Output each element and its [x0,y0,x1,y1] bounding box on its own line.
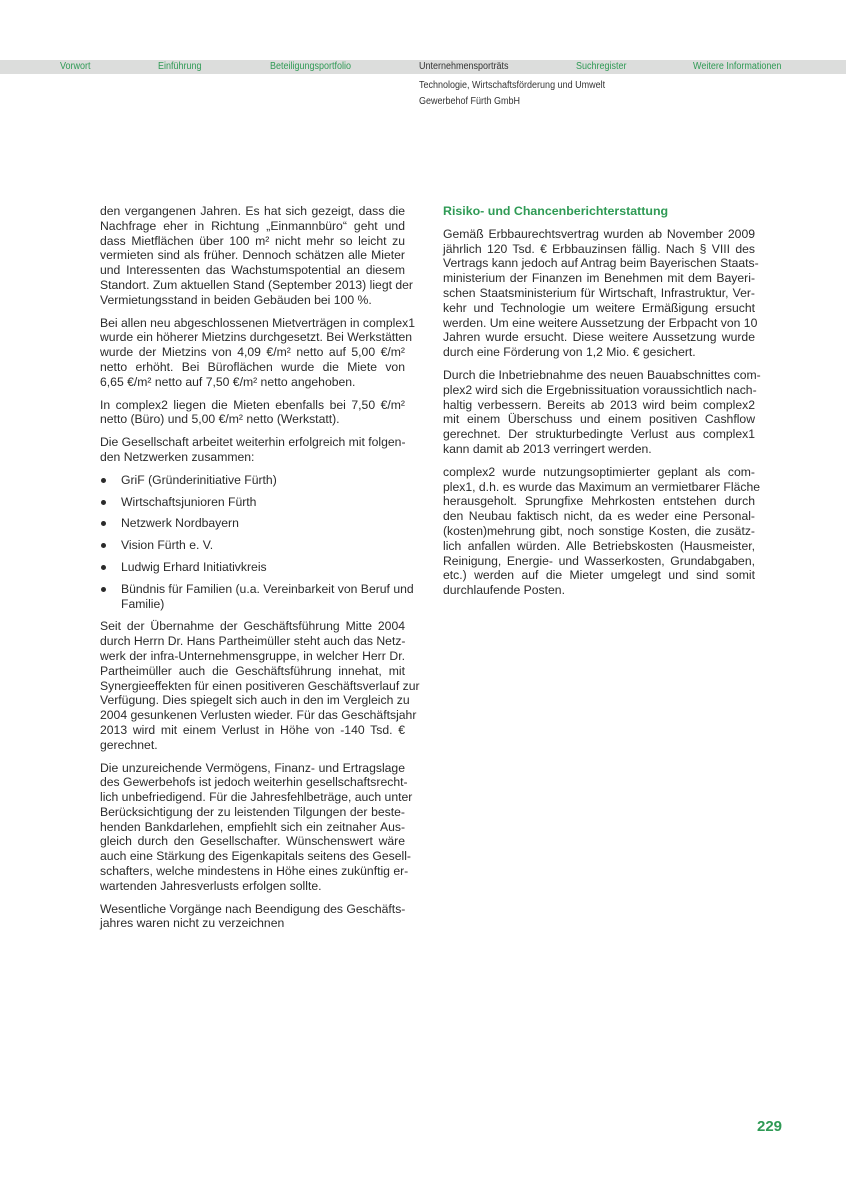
text-line: Jahren wurde ersucht. Diese weitere Aussetzung wurde [443,330,755,345]
bullet-icon [101,565,106,570]
bullet-icon [101,478,106,483]
section-heading: Risiko- und Chancenberichterstattung [443,204,669,218]
paragraph [100,760,413,894]
text-line: complex2 wurde nutzungsoptimierter geplant als com- [443,464,755,479]
text-line: Reinigung, Energie- und Wasserkosten, Grundabgaben, [443,553,755,568]
text-line: kehr und Technologie um weitere Ermäßigung ersucht [443,300,755,315]
text-line: Wirtschaftsjunioren Fürth [121,494,257,509]
text-line: plex2 wird sich die Ergebnissituation voraussichtlich nach- [443,382,757,397]
text-line: lich unbefriedigend. Für die Jahresfehlbeträge, auch unter [100,790,413,805]
breadcrumb-category: Technologie, Wirtschaftsförderung und Umwelt [419,80,606,91]
text-line: netto (Büro) und 5,00 €/m² netto (Werkstatt). [100,412,340,427]
nav-weitere-informationen[interactable]: Weitere Informationen [693,61,782,72]
nav-unternehmensportraets[interactable]: Unternehmensporträts [419,61,509,72]
text-line: Die unzureichende Vermögens, Finanz- und Ertragslage [100,760,405,775]
text-line: gerechnet. [100,737,158,752]
list-item [100,581,414,612]
text-line: Durch die Inbetriebnahme des neuen Bauabschnittes com- [443,367,761,382]
text-line: mit einem Überschuss und einem positiven Cashflow [443,412,755,427]
text-line: 2004 gesunkenen Verlusten wieder. Für das Geschäftsjahr [100,708,417,723]
text-line: wurde der Mietzins von 4,09 €/m² netto auf 5,00 €/m² [100,345,405,360]
text-line: des Gewerbehofs ist jedoch weiterhin gesellschaftsrecht- [100,775,408,790]
text-line: Nachfrage eher in Richtung „Einmannbüro“ geht und [100,218,405,233]
text-line: etc.) werden auf die Mieter umgelegt und sind somit [443,568,755,583]
left-column [100,204,420,939]
text-line: (kosten)mehrung gibt, noch sonstige Kosten, die zusätz- [443,523,755,538]
breadcrumb-company: Gewerbehof Fürth GmbH [419,96,521,107]
text-line: Vertrags kann jedoch auf Antrag beim Bayerischen Staats- [443,256,759,271]
paragraph [443,367,761,457]
text-line: Vermietungsstand in beiden Gebäuden bei 100 %. [100,292,372,307]
paragraph [100,619,420,752]
text-line: jahres waren nicht zu verzeichnen [100,916,285,931]
text-line: den Netzwerken zusammen: [100,449,255,464]
bullet-icon [101,543,106,548]
text-line: Die Gesellschaft arbeitet weiterhin erfolgreich mit folgen- [100,435,406,450]
bullet-icon [101,587,106,592]
nav-einfuehrung[interactable]: Einführung [158,61,202,72]
text-line: wurde ein höherer Mietzins durchgesetzt. Bei Werkstätten [100,330,413,345]
text-line: dass Mietflächen über 100 m² nicht mehr so leicht zu [100,233,405,248]
text-line: Partheimüller auch die Geschäftsführung innehat, mit [100,663,405,678]
text-line: schafters, welche mindestens in Höhe eines zukünftig er- [100,864,409,879]
text-line: jährlich 120 Tsd. € Erbbauzinsen fällig. Nach § VIII des [443,241,755,256]
text-line: In complex2 liegen die Mieten ebenfalls bei 7,50 €/m² [100,397,405,412]
page-number: 229 [757,1118,783,1135]
text-line: Ludwig Erhard Initiativkreis [121,559,267,574]
text-line: Wesentliche Vorgänge nach Beendigung des Geschäfts- [100,901,406,916]
top-navigation-bar [0,60,846,74]
text-line: Bei allen neu abgeschlossenen Mietverträgen in complex1 [100,315,416,330]
paragraph [100,204,413,308]
text-line: durchlaufende Posten. [443,583,565,598]
network-list [100,472,414,612]
text-line: und Interessenten das Wachstumspotential an diesem [100,263,405,278]
list-item [100,495,405,510]
right-column [443,204,761,606]
list-item [100,560,405,575]
text-line: henden Bankdarlehen, empfiehlt sich ein zeitnaher Aus- [100,819,405,834]
paragraph [443,464,761,598]
text-line: kann damit ab 2013 verringert werden. [443,441,652,456]
text-line: Netzwerk Nordbayern [121,516,239,531]
text-line: haltig verbessern. Bereits ab 2013 wird beim complex2 [443,397,755,412]
text-line: vermieten sind als früher. Dennoch schätzen alle Mieter [100,248,405,263]
text-line: schen Staatsministerium für Wirtschaft, Infrastruktur, Ver- [443,285,755,300]
text-line: Bündnis für Familien (u.a. Vereinbarkeit von Beruf und [121,581,414,596]
text-line: wartenden Jahresverlusts erfolgen sollte. [100,878,322,893]
list-item [100,473,405,488]
text-line: 2013 wird mit einem Verlust in Höhe von -140 Tsd. € [100,722,405,737]
text-line: gerechnet. Der strukturbedingte Verlust aus complex1 [443,427,755,442]
nav-vorwort[interactable]: Vorwort [60,61,91,72]
text-line: Verfügung. Dies spiegelt sich auch in den im Vergleich zu [100,693,410,708]
text-line: Standort. Zum aktuellen Stand (September 2013) liegt der [100,277,413,292]
left-paragraphs-before [100,204,416,465]
text-line: durch eine Förderung von 1,2 Mio. € gesichert. [443,345,696,360]
text-line: durch Herrn Dr. Hans Partheimüller steht auch das Netz- [100,634,406,649]
list-item [100,538,405,553]
text-line: 6,65 €/m² netto auf 7,50 €/m² netto angehoben. [100,374,356,389]
paragraph [100,435,405,465]
nav-suchregister[interactable]: Suchregister [576,61,627,72]
text-line: auch eine Stärkung des Eigenkapitals seitens des Gesell- [100,849,411,864]
text-line: plex1, d.h. es wurde das Maximum an vermietbarer Fläche [443,479,761,494]
text-line: GriF (Gründerinitiative Fürth) [121,472,277,487]
text-line: ministerium der Finanzen im Benehmen mit dem Bayeri- [443,271,755,286]
text-line: Vision Fürth e. V. [121,538,214,553]
text-line: Gemäß Erbbaurechtsvertrag wurden ab November 2009 [443,226,755,241]
text-line: den vergangenen Jahren. Es hat sich gezeigt, dass die [100,204,405,218]
bullet-icon [101,521,106,526]
text-line: den Neubau faktisch nicht, da es weder eine Personal- [443,509,755,524]
text-line: Synergieeffekten für einen positiveren Geschäftsverlauf zur [100,678,420,693]
text-line: Berücksichtigung der zu leistenden Tilgungen der beste- [100,804,405,819]
text-line: netto erhöht. Bei Büroflächen wurde die Miete von [100,359,405,374]
bullet-icon [101,500,106,505]
left-paragraphs-after [100,619,420,931]
paragraph [100,902,405,932]
text-line: gleich durch den Gesellschafter. Wünschenswert wäre [100,834,405,849]
text-line: Familie) [121,596,165,611]
paragraph [100,315,416,390]
nav-beteiligungsportfolio[interactable]: Beteiligungsportfolio [270,61,352,72]
text-line: werk der infra-Unternehmensgruppe, in welcher Herr Dr. [100,648,405,663]
right-paragraphs [443,226,761,598]
text-line: werden. Um eine weitere Aussetzung der Erbpacht von 10 [443,315,758,330]
paragraph [100,398,405,428]
text-line: herausgeholt. Sprungfixe Mehrkosten entstehen durch [443,494,755,509]
paragraph [443,226,759,360]
text-line: Seit der Übernahme der Geschäftsführung Mitte 2004 [100,619,405,634]
text-line: lich anfallen würden. Alle Betriebskosten (Hausmeister, [443,538,755,553]
list-item [100,516,405,531]
